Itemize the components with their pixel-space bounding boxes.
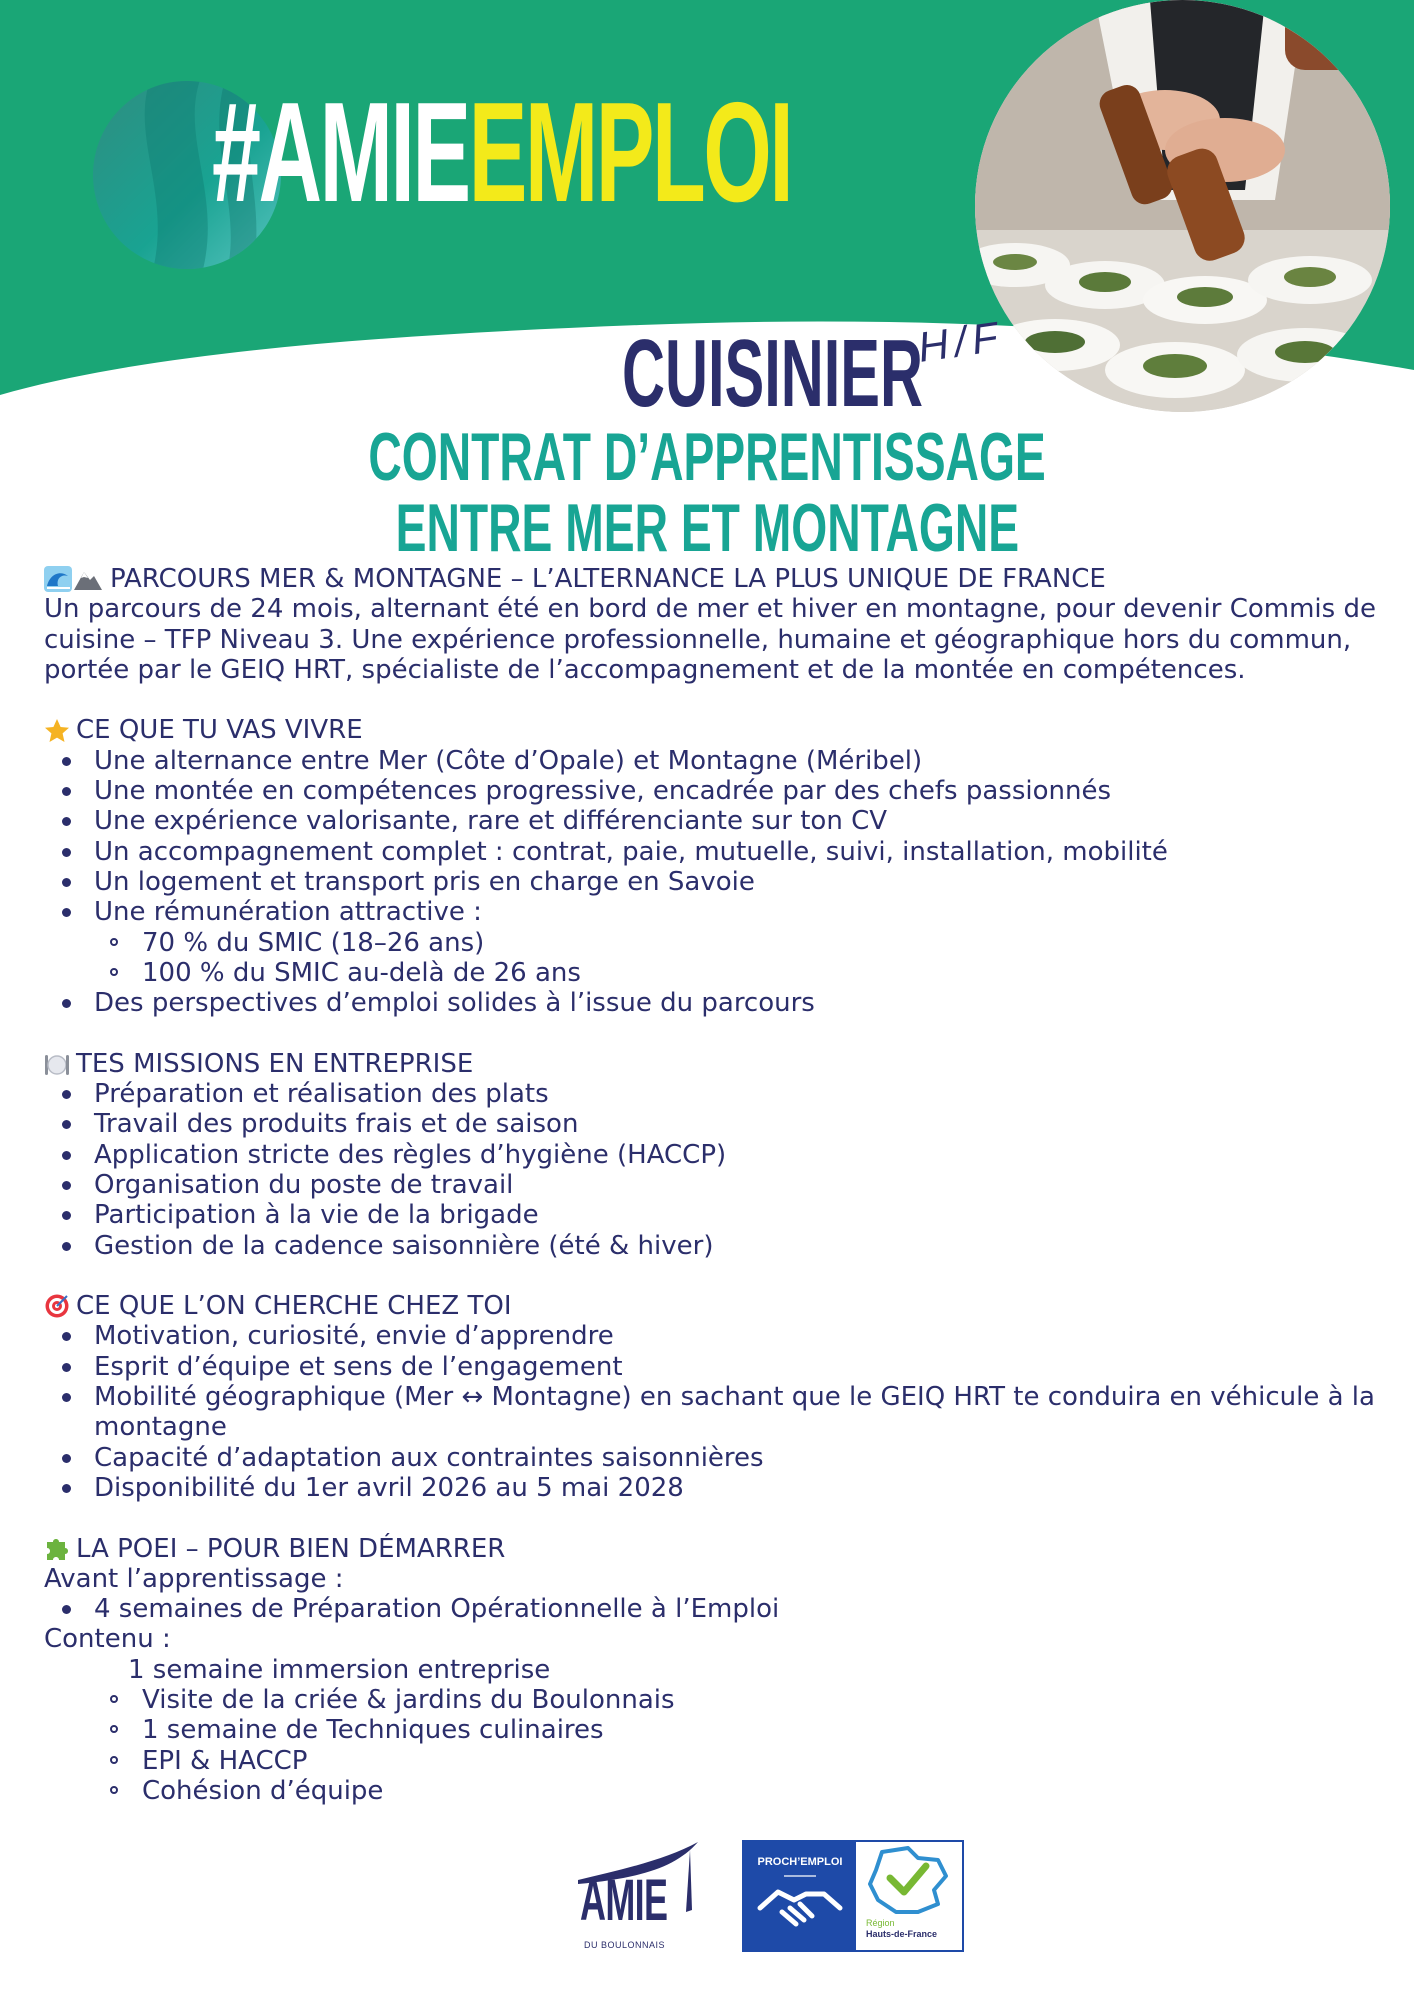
chef-photo (975, 0, 1390, 412)
amie-emploi-hashtag (212, 73, 792, 232)
job-title: CUISINIER (622, 320, 923, 427)
list-item: Application stricte des règles d’hygiène (HACCP) (44, 1140, 1404, 1170)
contract-location-text: ENTRE MER ET MONTAGNE (395, 490, 1019, 566)
list-item: Participation à la vie de la brigade (44, 1200, 1404, 1230)
profil-heading-text: CE QUE L’ON CHERCHE CHEZ TOI (76, 1291, 512, 1322)
target-icon (44, 1293, 70, 1319)
missions-section (44, 1049, 1404, 1261)
list-item: Préparation et réalisation des plats (44, 1079, 1404, 1109)
list-item: Une rémunération attractive : (44, 897, 1404, 927)
poei-contenu-label: Contenu : (44, 1624, 171, 1655)
region-word: Région (866, 1918, 895, 1928)
sub-list-item: Visite de la criée & jardins du Boulonnais (44, 1685, 1404, 1715)
intro-heading (44, 564, 1404, 594)
poei-avant-list (44, 1594, 1404, 1624)
list-item: Une alternance entre Mer (Côte d’Opale) et Montagne (Méribel) (44, 746, 1404, 776)
poei-heading-text: LA POEI – POUR BIEN DÉMARRER (76, 1533, 506, 1564)
list-item: Disponibilité du 1er avril 2026 au 5 mai 2028 (44, 1473, 1404, 1503)
hashtag-yellow-part: EMPLOI (468, 73, 792, 232)
contract-type (0, 419, 1414, 495)
sub-list-item: 1 semaine de Techniques culinaires (44, 1715, 1404, 1745)
sub-list-item: Cohésion d’équipe (44, 1776, 1404, 1806)
gender-mark: H/F (915, 312, 1007, 371)
sub-list-item: EPI & HACCP (44, 1746, 1404, 1776)
vivre-heading-text: CE QUE TU VAS VIVRE (76, 715, 363, 746)
amie-boulonnais-logo (570, 1840, 705, 1960)
contract-location (0, 490, 1414, 566)
intro-paragraph: Un parcours de 24 mois, alternant été en bord de mer et hiver en montagne, pour devenir Commis de cuisine – TFP Niveau 3. Une expérience professionnelle, humaine et géographique hors du commun, portée par le GEIQ HRT, spécialiste de l’accompagnement et de la montée en compétences. (44, 594, 1376, 685)
vivre-list (44, 746, 1404, 928)
list-item: Capacité d’adaptation aux contraintes saisonnières (44, 1443, 1404, 1473)
intro-section (44, 564, 1404, 685)
list-item: Une expérience valorisante, rare et différenciante sur ton CV (44, 806, 1404, 836)
list-item: Mobilité géographique (Mer ↔ Montagne) en sachant que le GEIQ HRT te conduira en véhicule à la montagne (44, 1382, 1404, 1443)
poei-heading (44, 1534, 1404, 1564)
vivre-list-end (44, 988, 1404, 1018)
job-description (44, 564, 1404, 1836)
list-item: Motivation, curiosité, envie d’apprendre (44, 1321, 1404, 1351)
amie-logo-subtitle: DU BOULONNAIS (584, 1940, 666, 1950)
region-name: Hauts-de-France (866, 1929, 938, 1939)
remuneration-list (44, 928, 1404, 989)
sub-list-item: 70 % du SMIC (18–26 ans) (44, 928, 1404, 958)
poei-immersion: 1 semaine immersion entreprise (128, 1654, 551, 1685)
contract-type-text: CONTRAT D’APPRENTISSAGE (368, 419, 1046, 495)
poei-section (44, 1534, 1404, 1807)
profil-heading (44, 1291, 1404, 1321)
proch-emploi-title: PROCH’EMPLOI (757, 1856, 843, 1868)
region-label (866, 1918, 937, 1940)
missions-heading (44, 1049, 1404, 1079)
profil-section (44, 1291, 1404, 1503)
proch-emploi-panel (744, 1842, 856, 1950)
amie-logo-text: AMIE (580, 1868, 668, 1933)
list-item: Esprit d’équipe et sens de l’engagement (44, 1352, 1404, 1382)
puzzle-icon (44, 1536, 70, 1562)
list-item: 4 semaines de Préparation Opérationnelle à l’Emploi (44, 1594, 1404, 1624)
list-item: Des perspectives d’emploi solides à l’issue du parcours (44, 988, 1404, 1018)
wave-mountain-icon (44, 566, 104, 592)
list-item: Une montée en compétences progressive, encadrée par des chefs passionnés (44, 776, 1404, 806)
star-icon (44, 718, 70, 744)
poei-contenu-list (44, 1685, 1404, 1806)
fork-knife-plate-icon (44, 1051, 70, 1077)
vivre-section (44, 715, 1404, 1018)
handshake-icon (744, 1842, 856, 1950)
chef-photo-illustration (975, 0, 1390, 412)
profil-list (44, 1321, 1404, 1503)
list-item: Organisation du poste de travail (44, 1170, 1404, 1200)
missions-heading-text: TES MISSIONS EN ENTREPRISE (76, 1048, 474, 1079)
missions-list (44, 1079, 1404, 1261)
list-item: Gestion de la cadence saisonnière (été & hiver) (44, 1231, 1404, 1261)
sub-list-item: 100 % du SMIC au-delà de 26 ans (44, 958, 1404, 988)
list-item: Un logement et transport pris en charge en Savoie (44, 867, 1404, 897)
hashtag-white-part: #AMIE (212, 73, 469, 232)
list-item: Travail des produits frais et de saison (44, 1109, 1404, 1139)
intro-heading-text: PARCOURS MER & MONTAGNE – L’ALTERNANCE LA PLUS UNIQUE DE FRANCE (110, 564, 1106, 594)
poei-avant-label: Avant l’apprentissage : (44, 1563, 344, 1594)
vivre-heading (44, 715, 1404, 745)
proch-emploi-logo (742, 1840, 964, 1952)
partner-logos (0, 1840, 1414, 1960)
list-item: Un accompagnement complet : contrat, paie, mutuelle, suivi, installation, mobilité (44, 837, 1404, 867)
